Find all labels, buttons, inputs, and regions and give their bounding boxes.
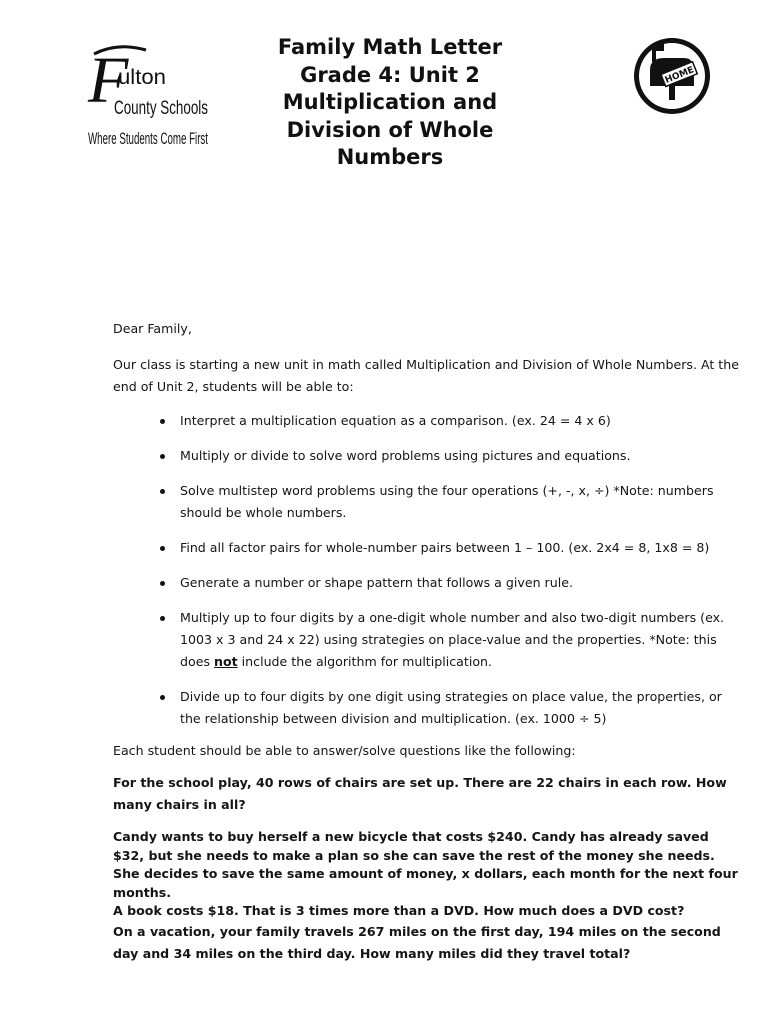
title-line: Family Math Letter — [277, 35, 503, 59]
list-item: Solve multistep word problems using the four operations (+, -, x, ÷) *Note: numbers should be whole numbers. — [113, 480, 743, 524]
question-book-dvd: A book costs $18. That is 3 times more than a DVD. How much does a DVD cost? — [113, 903, 685, 918]
list-item: Divide up to four digits by one digit using strategies on place value, the properties, or the relationship between division and multiplication. (ex. 1000 ÷ 5) — [113, 686, 743, 730]
learning-goals-list — [113, 410, 743, 730]
bullet-icon — [160, 695, 165, 700]
list-item: Interpret a multiplication equation as a comparison. (ex. 24 = 4 x 6) — [113, 410, 743, 432]
question-bicycle: Candy wants to buy herself a new bicycle that costs $240. Candy has already saved $32, but she needs to make a plan so she can save the rest of the money she needs. She decides to save the same amount of money, x dollars, each month for the next four months. — [113, 829, 738, 900]
question-school-play: For the school play, 40 rows of chairs are set up. There are 22 chairs in each row. How many chairs in all? — [113, 775, 727, 812]
logo-tagline: Where Students Come First — [88, 129, 209, 148]
emphasis-not: not — [214, 654, 238, 669]
title-line: Multiplication and — [282, 90, 498, 114]
bullet-icon — [160, 546, 165, 551]
list-item: Multiply up to four digits by a one-digit whole number and also two-digit numbers (ex. 1003 x 3 and 24 x 22) using strategies on place-value and the properties. *Note: this does not include the algorithm for multiplication. — [113, 607, 743, 673]
title-line: Numbers — [336, 145, 444, 169]
home-label: HOME — [663, 65, 696, 86]
home-mailbox-icon — [632, 36, 712, 116]
bullet-icon — [160, 419, 165, 424]
letter-title — [240, 34, 540, 169]
bullet-icon — [160, 454, 165, 459]
title-line: Grade 4: Unit 2 — [300, 62, 480, 87]
intro-paragraph: Our class is starting a new unit in math called Multiplication and Division of Whole Numbers. At the end of Unit 2, students will be able to: — [113, 357, 739, 394]
logo-line-2: County Schools — [114, 98, 208, 119]
list-item: Multiply or divide to solve word problems using pictures and equations. — [113, 445, 743, 467]
bullet-icon — [160, 581, 165, 586]
question-vacation: On a vacation, your family travels 267 miles on the first day, 194 miles on the second day and 34 miles on the third day. How many miles did they travel total? — [113, 923, 721, 961]
logo-initial: F — [88, 44, 129, 117]
lead-in: Each student should be able to answer/solve questions like the following: — [113, 743, 576, 758]
list-item: Generate a number or shape pattern that follows a given rule. — [113, 572, 743, 594]
greeting: Dear Family, — [113, 321, 192, 336]
bullet-icon — [160, 616, 165, 621]
bullet-icon — [160, 489, 165, 494]
title-line: Division of Whole — [286, 117, 494, 142]
logo-line-1: ulton — [118, 66, 166, 89]
letter-body — [113, 318, 743, 965]
list-item: Find all factor pairs for whole-number pairs between 1 – 100. (ex. 2x4 = 8, 1x8 = 8) — [113, 537, 743, 559]
fulton-county-schools-logo — [88, 40, 210, 152]
